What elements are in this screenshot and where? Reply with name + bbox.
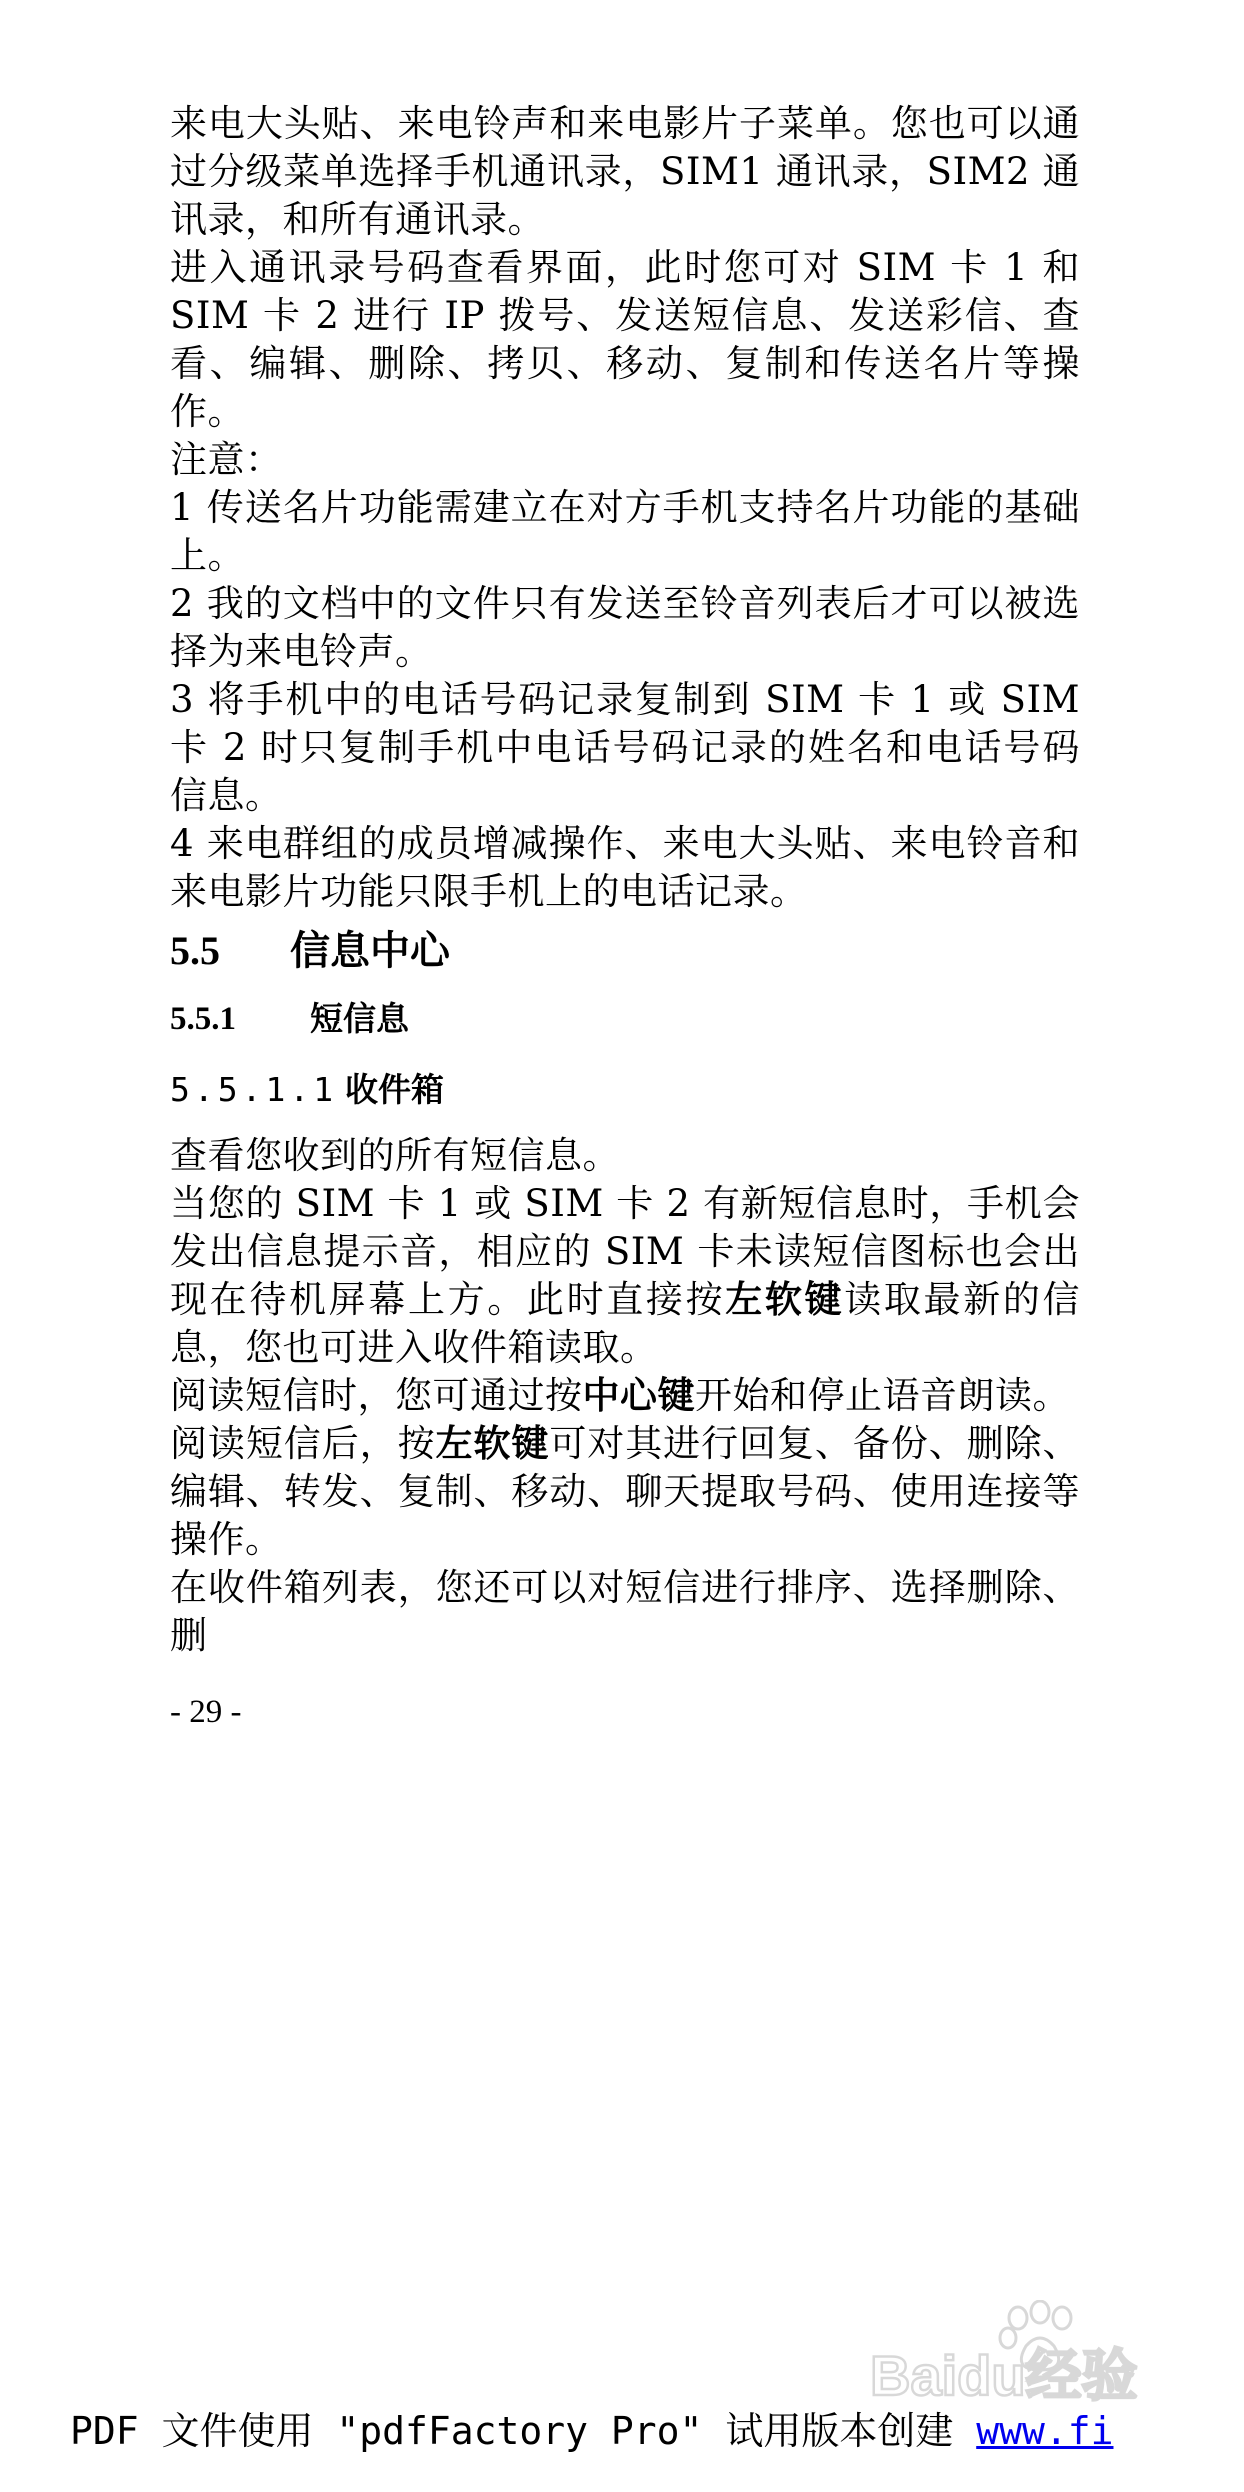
paragraph [170, 1180, 1080, 1372]
section-heading [170, 918, 1080, 984]
subsubsection-heading [170, 1054, 1080, 1126]
baidu-watermark-logo [850, 2300, 1230, 2410]
paragraph [170, 1372, 1080, 1420]
section-number: 5.5 [170, 928, 220, 973]
note-item: 4 来电群组的成员增减操作、来电大头贴、来电铃音和来电影片功能只限手机上的电话记录。 [170, 822, 1080, 913]
document-page [170, 100, 1080, 1731]
text-run: 读取最新的信息，您也可进入收件箱读取。 [170, 1278, 1081, 1369]
paragraph [170, 1420, 1080, 1564]
subsection-heading [170, 984, 1080, 1054]
paragraph: 查看您收到的所有短信息。 [170, 1134, 620, 1177]
note-label: 注意： [170, 438, 283, 481]
text-run: 当您的 SIM 卡 1 或 SIM 卡 2 有新短信息时，手机会发出信息提示音，相应的 SIM 卡未读短信图标也会出现在待机屏幕上方。此时直接按 [170, 1182, 1080, 1321]
text-run: 开始和停止语音朗读。 [695, 1374, 1070, 1417]
key-name-center-key: 中心键 [582, 1374, 695, 1417]
text-run: 可对其进行回复、备份、删除、编辑、转发、复制、移动、聊天提取号码、使用连接等操作。 [170, 1422, 1081, 1561]
subsubsection-number: 5.5.1.1 [170, 1070, 338, 1109]
paragraph: 来电大头贴、来电铃声和来电影片子菜单。您也可以通过分级菜单选择手机通讯录，SIM1 通讯录，SIM2 通讯录，和所有通讯录。 [170, 102, 1080, 241]
pdf-footer [70, 2400, 1113, 2455]
page-number: - 29 - [170, 1694, 242, 1730]
key-name-left-soft-key: 左软键 [725, 1278, 845, 1321]
footer-text: PDF 文件使用 "pdfFactory Pro" 试用版本创建 [70, 2409, 977, 2453]
note-item: 2 我的文档中的文件只有发送至铃音列表后才可以被选择为来电铃声。 [170, 582, 1080, 673]
subsubsection-title: 收件箱 [345, 1070, 444, 1109]
footer-link[interactable]: www.fi [976, 2409, 1114, 2453]
subsection-number: 5.5.1 [170, 1001, 236, 1037]
text-run: 阅读短信时，您可通过按 [170, 1374, 583, 1417]
text-run: 阅读短信后，按 [170, 1422, 436, 1465]
paragraph: 进入通讯录号码查看界面，此时您可对 SIM 卡 1 和 SIM 卡 2 进行 IP 拨号、发送短信息、发送彩信、查看、编辑、删除、拷贝、移动、复制和传送名片等操作。 [170, 246, 1080, 433]
note-item: 3 将手机中的电话号码记录复制到 SIM 卡 1 或 SIM 卡 2 时只复制手机中电话号码记录的姓名和电话号码信息。 [170, 678, 1080, 817]
watermark-text: Baidu经验 [870, 2344, 1138, 2407]
paragraph: 在收件箱列表，您还可以对短信进行排序、选择删除、删 [170, 1566, 1080, 1657]
note-item: 1 传送名片功能需建立在对方手机支持名片功能的基础上。 [170, 486, 1080, 577]
subsection-title: 短信息 [310, 999, 409, 1038]
key-name-left-soft-key: 左软键 [435, 1422, 550, 1465]
section-title: 信息中心 [290, 928, 450, 974]
